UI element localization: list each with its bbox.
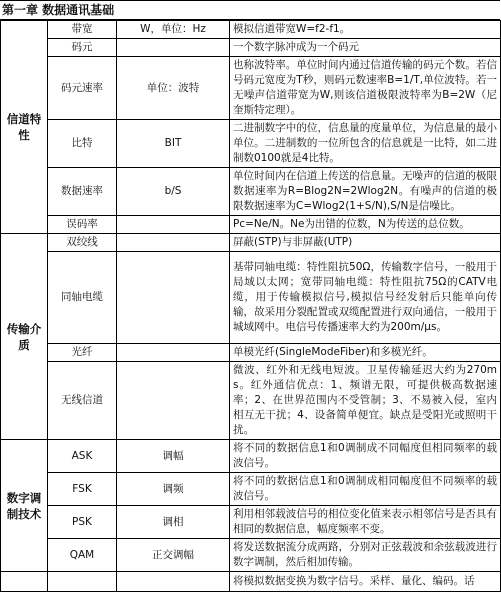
unit-cell xyxy=(117,572,230,592)
unit-cell xyxy=(117,39,230,57)
table-row xyxy=(1,252,501,344)
term-cell: 同轴电缆 xyxy=(48,252,117,344)
description-cell: 微波、红外和无线电短波。卫星传输延迟大约为270ms。红外通信优点：1、频谱无限，可提供极高数据速率；2、在世界范围内不受管制；3、不易被入侵，室内相互无干扰；4、设备简单便宜。缺点是受阳光或照明干扰。 xyxy=(230,362,501,440)
term-cell: ASK xyxy=(48,440,117,473)
table-row xyxy=(1,473,501,506)
table-row xyxy=(1,21,501,39)
term-cell: QAM xyxy=(48,539,117,572)
description-cell: 一个数字脉冲成为一个码元 xyxy=(230,39,501,57)
term-cell: 光纤 xyxy=(48,344,117,362)
term-cell: 码元 xyxy=(48,39,117,57)
description-cell: 屏蔽(STP)与非屏蔽(UTP) xyxy=(230,234,501,252)
unit-cell: 调频 xyxy=(117,473,230,506)
table-row xyxy=(1,440,501,473)
term-cell xyxy=(48,572,117,592)
unit-cell xyxy=(117,234,230,252)
description-cell: 单模光纤(SingleModeFiber)和多模光纤。 xyxy=(230,344,501,362)
table-row xyxy=(1,572,501,592)
table-row xyxy=(1,539,501,572)
table-row xyxy=(1,120,501,168)
unit-cell: b/S xyxy=(117,168,230,216)
unit-cell: W，单位：Hz xyxy=(117,21,230,39)
description-cell: Pc=Ne/N。Ne为出错的位数，N为传送的总位数。 xyxy=(230,216,501,234)
table-row xyxy=(1,168,501,216)
description-cell: 二进制数字中的位，信息量的度量单位，为信息量的最小单位。二进制数的一位所包含的信息就是一比特，如二进制数0100就是4比特。 xyxy=(230,120,501,168)
term-cell: PSK xyxy=(48,506,117,539)
unit-cell xyxy=(117,362,230,440)
description-cell: 将不同的数据信息1和0调制成不同幅度但相同频率的载波信号。 xyxy=(230,440,501,473)
description-cell: 将模拟数据变换为数字信号。采样、量化、编码。话 xyxy=(230,572,501,592)
section-label: 传输介质 xyxy=(1,234,48,440)
table-row xyxy=(1,234,501,252)
notes-table xyxy=(0,20,501,592)
description-cell: 将不同的数据信息1和0调制成相同幅度但不同频率的载波信号。 xyxy=(230,473,501,506)
table-row xyxy=(1,216,501,234)
term-cell: 比特 xyxy=(48,120,117,168)
table-row xyxy=(1,362,501,440)
unit-cell: 单位：波特 xyxy=(117,57,230,120)
description-cell: 模拟信道带宽W=f2-f1。 xyxy=(230,21,501,39)
unit-cell: 调幅 xyxy=(117,440,230,473)
term-cell: 码元速率 xyxy=(48,57,117,120)
unit-cell: BIT xyxy=(117,120,230,168)
table-row xyxy=(1,344,501,362)
unit-cell xyxy=(117,252,230,344)
chapter-title: 第一章 数据通讯基础 xyxy=(0,0,500,20)
term-cell: 误码率 xyxy=(48,216,117,234)
table-row xyxy=(1,506,501,539)
section-label xyxy=(1,572,48,592)
unit-cell xyxy=(117,216,230,234)
description-cell: 将发送数据流分成两路，分别对正弦载波和余弦载波进行数字调制，然后相加传输。 xyxy=(230,539,501,572)
table-row xyxy=(1,39,501,57)
description-cell: 单位时间内在信道上传送的信息量。无噪声的信道的极限数据速率为R=Blog2N=2Wlog2N。有噪声的信道的极限数据速率为C=Wlog2(1+S/N),S/N是信噪比。 xyxy=(230,168,501,216)
unit-cell: 调相 xyxy=(117,506,230,539)
description-cell: 也称波特率。单位时间内通过信道传输的码元个数。若信号码元宽度为T秒，则码元数速率B=1/T,单位波特。若一无噪声信道带宽为W,则该信道极限波特率为B=2W（尼奎斯特定理）。 xyxy=(230,57,501,120)
unit-cell: 正交调幅 xyxy=(117,539,230,572)
term-cell: 数据速率 xyxy=(48,168,117,216)
term-cell: 带宽 xyxy=(48,21,117,39)
description-cell: 利用相邻载波信号的相位变化值来表示相邻信号是否具有相同的数据信息，幅度频率不变。 xyxy=(230,506,501,539)
unit-cell xyxy=(117,344,230,362)
term-cell: FSK xyxy=(48,473,117,506)
section-label: 数字调制技术 xyxy=(1,440,48,572)
term-cell: 双绞线 xyxy=(48,234,117,252)
term-cell: 无线信道 xyxy=(48,362,117,440)
description-cell: 基带同轴电缆：特性阻抗50Ω，传输数字信号，一般用于局域以太网；宽带同轴电缆：特性阻抗75Ω的CATV电缆，用于传输模拟信号,模拟信号经发射后只能单向传输，故采用分裂配置或双缆配置进行双向通信，一般用于城域网中。电信号传播速率大约为200m/μs。 xyxy=(230,252,501,344)
table-row xyxy=(1,57,501,120)
section-label: 信道特性 xyxy=(1,21,48,234)
